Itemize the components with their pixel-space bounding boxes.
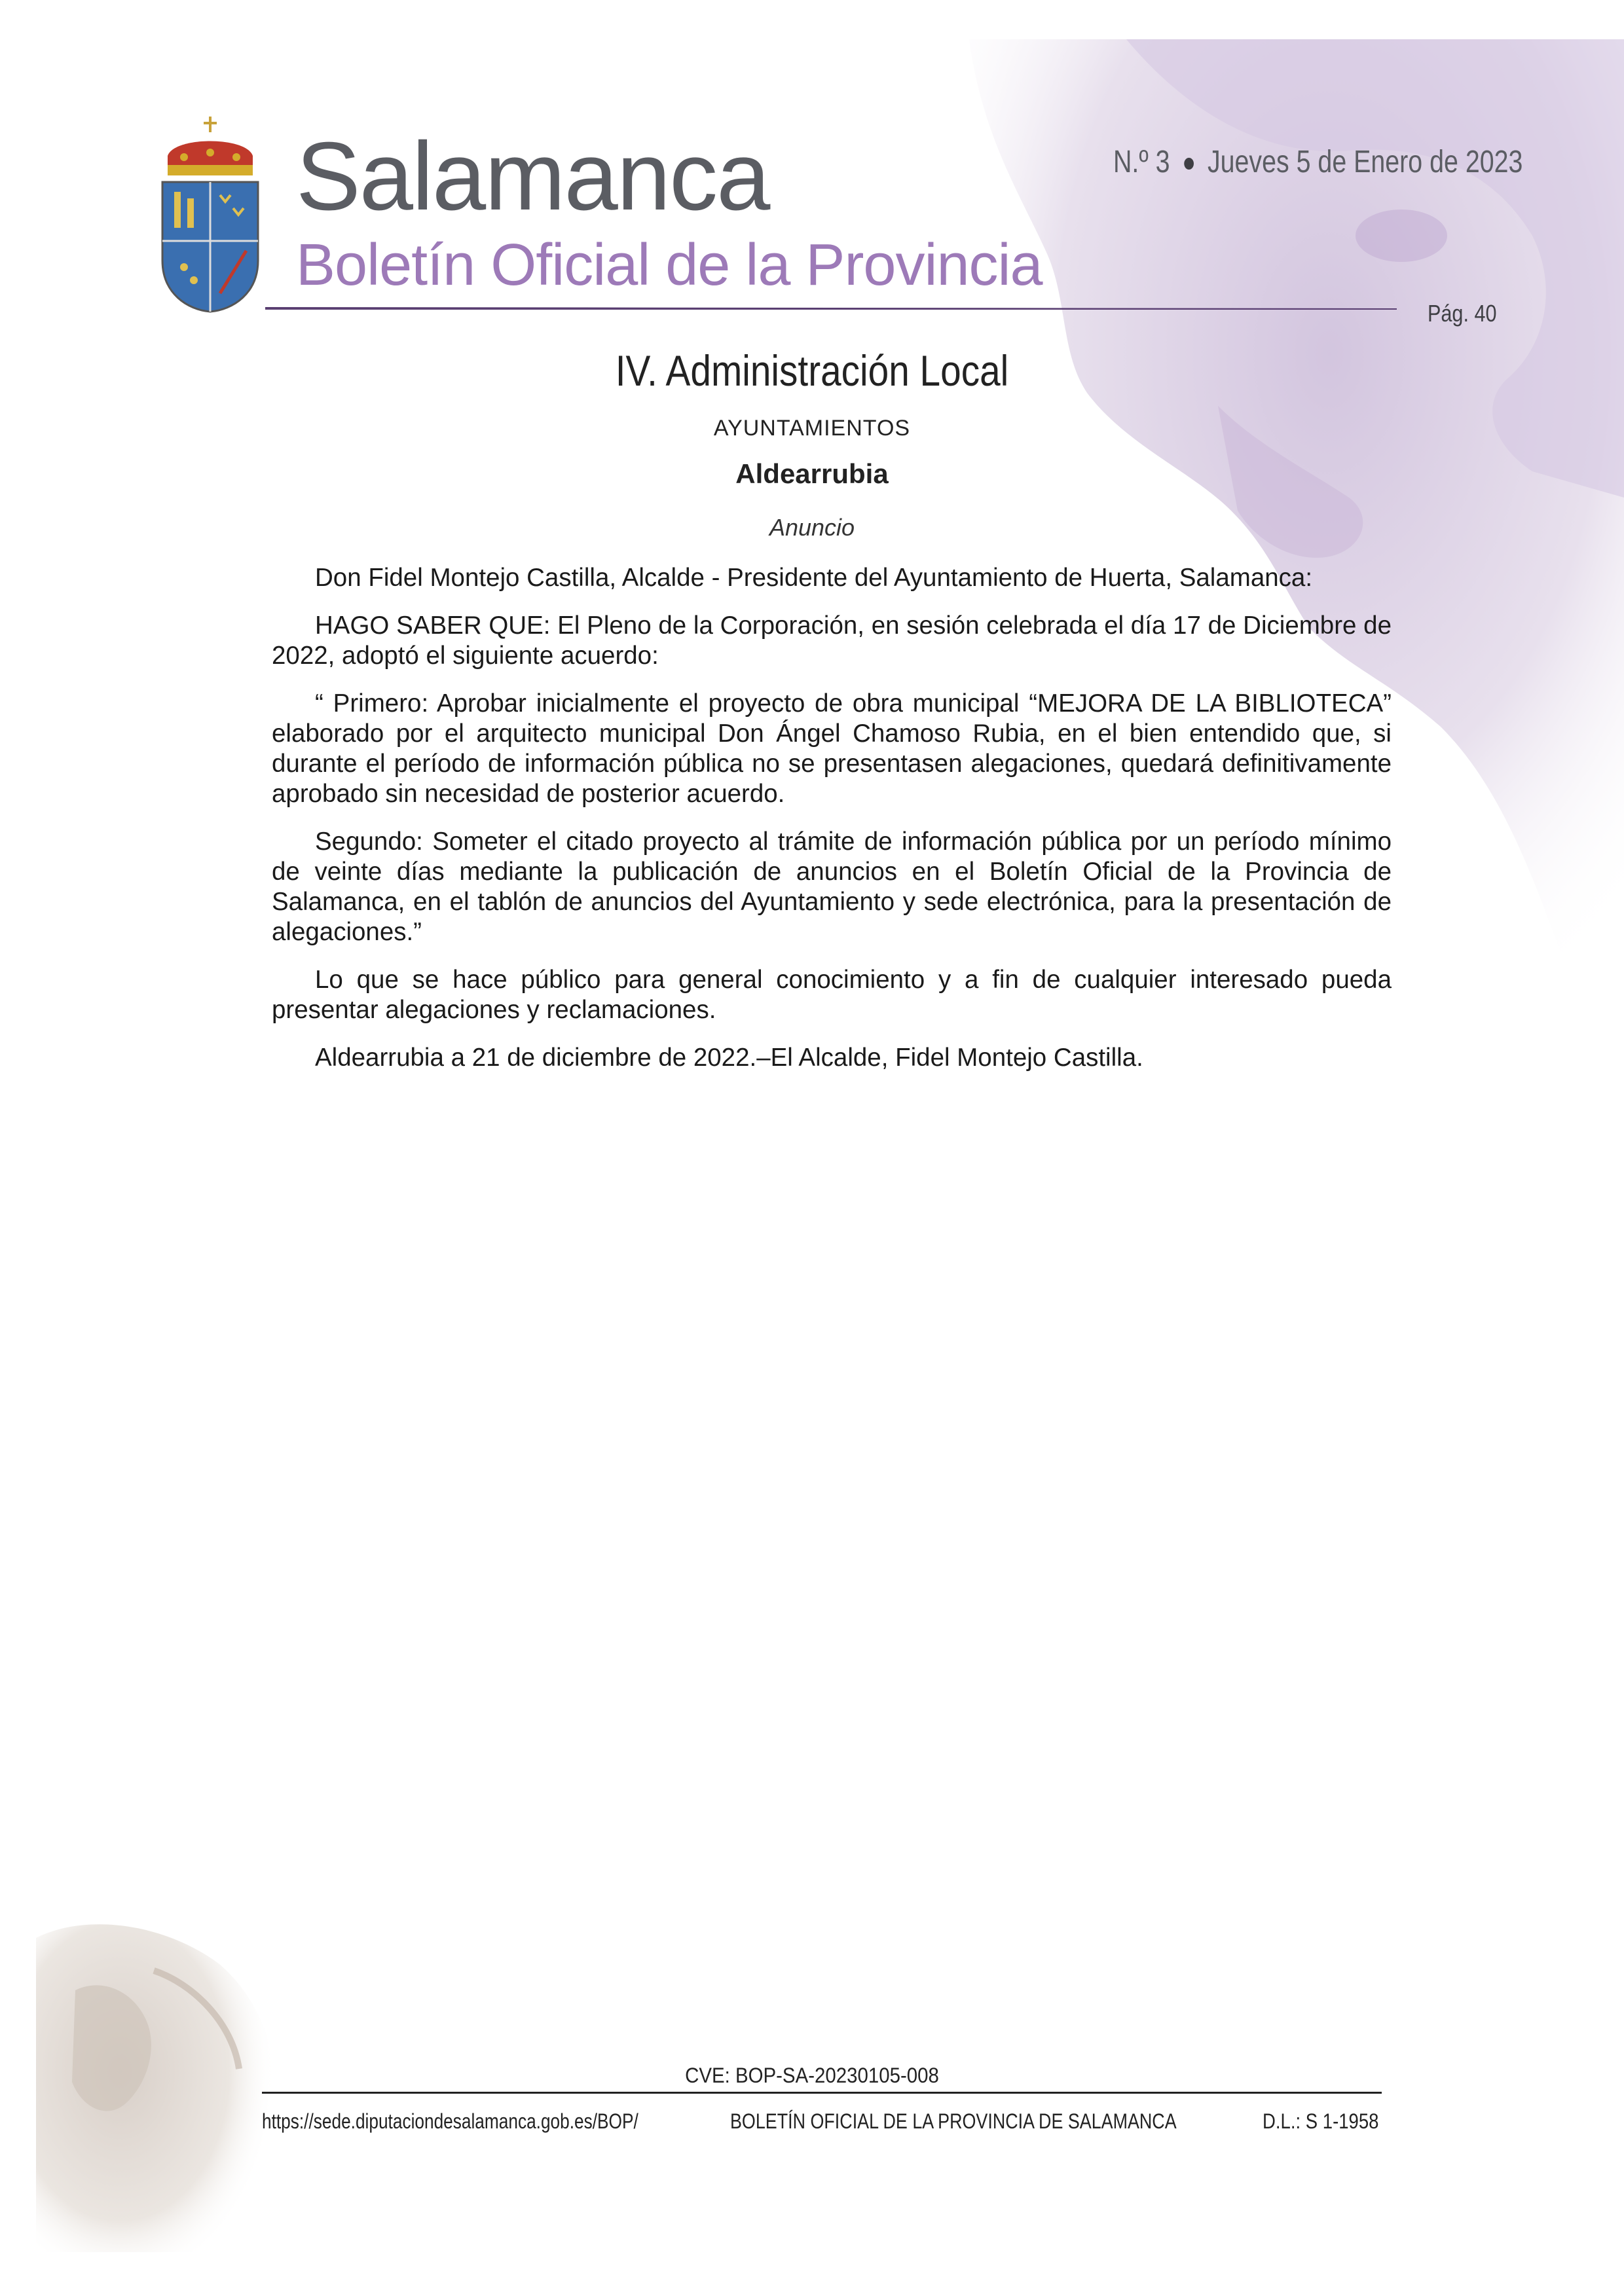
page-number: Pág. 40 <box>1428 300 1497 327</box>
paragraph-signature: Aldearrubia a 21 de diciembre de 2022.–El Alcalde, Fidel Montejo Castilla. <box>315 1044 1143 1072</box>
footer-legal-deposit: D.L.: S 1-1958 <box>1263 2109 1379 2133</box>
bullet-icon <box>1184 158 1194 170</box>
issue-date: Jueves 5 de Enero de 2023 <box>1207 145 1523 179</box>
paragraph-second-point: Segundo: Someter el citado proyecto al trámite de información pública por un período mínimo de veinte días mediante la publicación de anuncios en el Boletín Oficial de la Provincia de Salamanca, en el tablón de anuncios del Ayuntamiento y sede electrónica, para la presentación de alegaciones.” <box>272 828 1392 946</box>
section-category: AYUNTAMIENTOS <box>713 416 911 441</box>
entity-name: Aldearrubia <box>735 458 889 489</box>
coat-of-arms-logo <box>155 117 266 313</box>
header-divider <box>265 305 1397 312</box>
paragraph-notice: HAGO SABER QUE: El Pleno de la Corporación, en sesión celebrada el día 17 de Diciembre de 2022, adoptó el siguiente acuerdo: <box>272 611 1392 670</box>
paragraph-intro: Don Fidel Montejo Castilla, Alcalde - Presidente del Ayuntamiento de Huerta, Salamanca: <box>315 564 1313 592</box>
footer-publication-name: BOLETÍN OFICIAL DE LA PROVINCIA DE SALAMANCA <box>730 2109 1177 2133</box>
paragraph-first-point: “ Primero: Aprobar inicialmente el proyecto de obra municipal “MEJORA DE LA BIBLIOTECA” elaborado por el arquitecto municipal Don Ángel Chamoso Rubia, en el bien entendido que, si durante el período de información pública no se presentasen alegaciones, quedará definitivamente aprobado sin necesidad de posterior acuerdo. <box>272 689 1392 808</box>
footer-url-link[interactable]: https://sede.diputaciondesalamanca.gob.es/BOP/ <box>262 2109 638 2133</box>
brand-name: Salamanca <box>296 122 769 230</box>
issue-info <box>1113 144 1522 180</box>
announcement-body <box>272 563 1392 1091</box>
section-title: IV. Administración Local <box>615 346 1009 395</box>
issue-number: N.º 3 <box>1113 145 1170 179</box>
paragraph-publication: Lo que se hace público para general conocimiento y a fin de cualquier interesado pueda presentar alegaciones y reclamaciones. <box>272 966 1392 1024</box>
footer-divider <box>262 2092 1382 2094</box>
brand-subtitle: Boletín Oficial de la Provincia <box>296 232 1043 298</box>
document-type: Anuncio <box>769 514 855 541</box>
cve-code: CVE: BOP-SA-20230105-008 <box>685 2064 939 2087</box>
